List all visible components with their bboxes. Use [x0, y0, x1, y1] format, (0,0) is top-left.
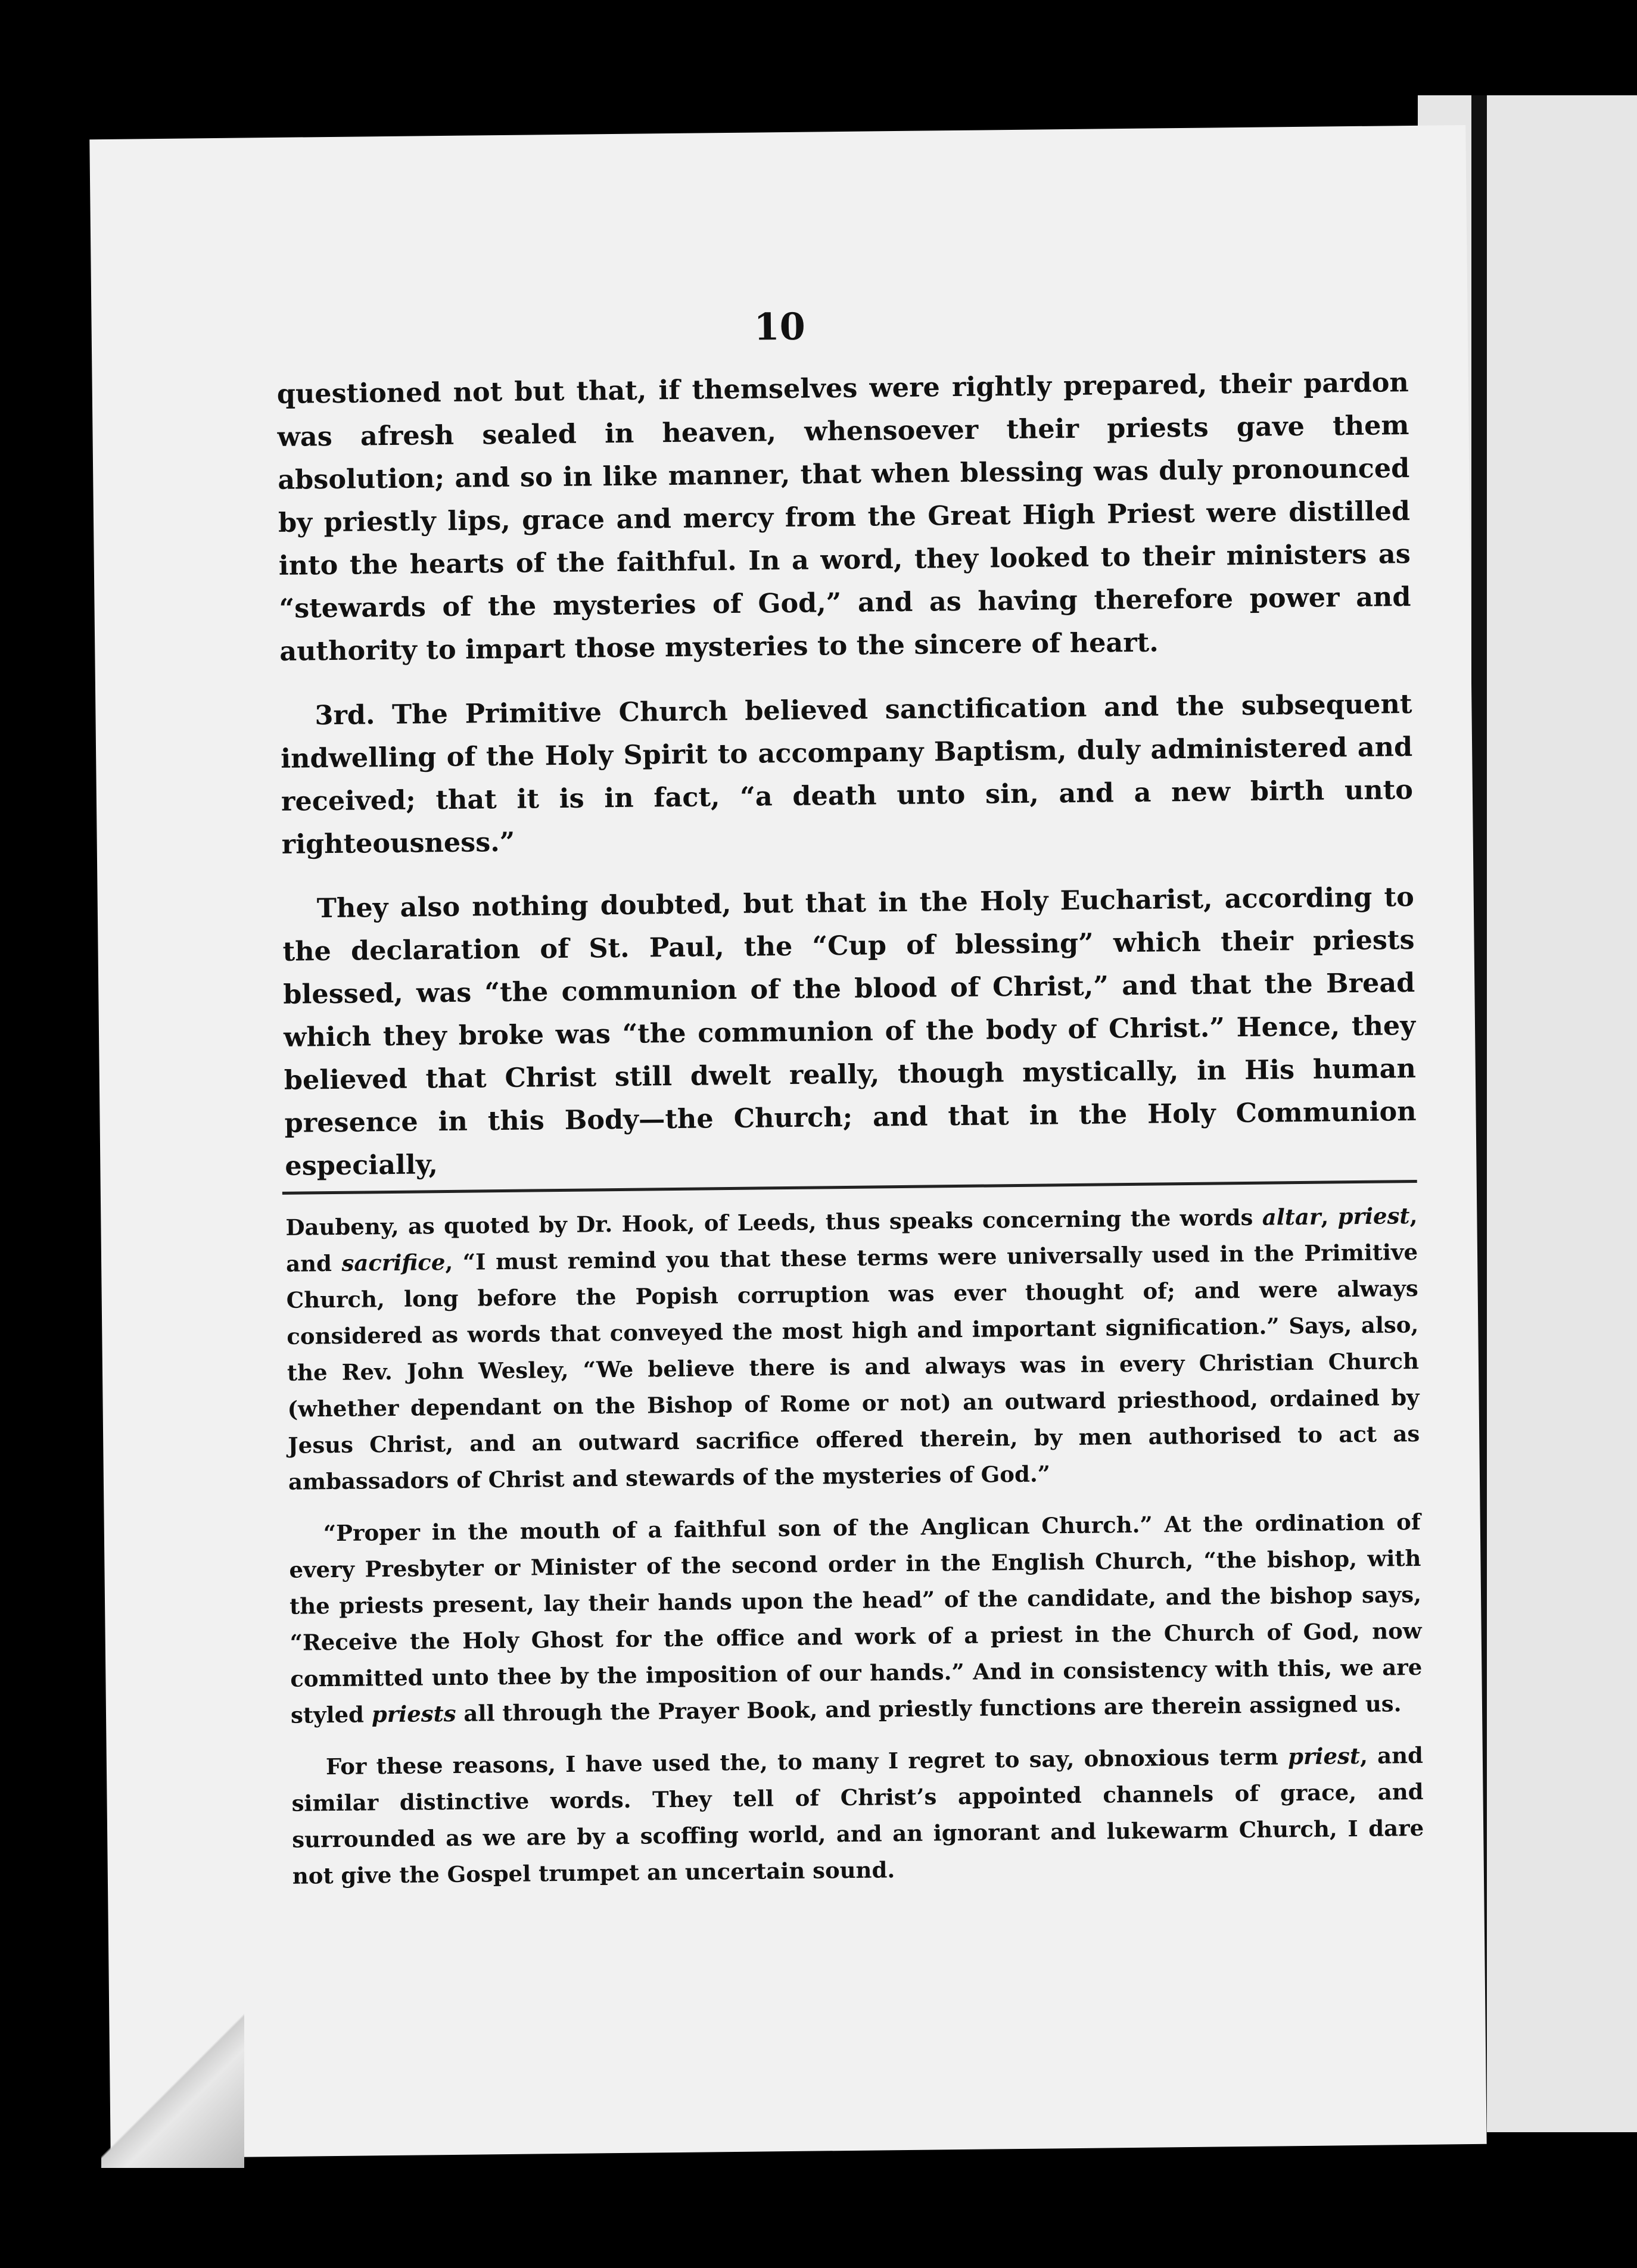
footnote-3	[291, 1737, 1424, 1895]
document-page	[89, 125, 1486, 2158]
paragraph-3: They also nothing doubted, but that in the Holy Eucharist, according to the declaration of St. Paul, the “Cup of blessing” which their priests blessed, was “the communion of the blood of Christ,” and that the Bread which they broke was “the communion of the body of Christ.” Hence, they believed that Christ still dwelt really, though mystically, in His human presence in this Body—the Church; and that in the Holy Communion especially,	[282, 881, 1417, 1182]
footnote-1-text-a: Daubeny, as quoted by Dr. Hook, of Leeds, thus speaks concerning the words	[285, 1204, 1262, 1241]
page-number: 10	[754, 304, 806, 349]
footnote-2-text-b: all through the Prayer Book, and priestly functions are therein assigned us.	[456, 1690, 1402, 1727]
page-curl	[101, 2013, 244, 2168]
footnote-2-text-a: “Proper in the mouth of a faithful son of the Anglican Church.” At the ordination of every Presbyter or Minister of the second order in the English Church, “the bishop, with the priests present, lay their hands upon the head” of the candidate, and the bishop says, “Receive the Holy Ghost for the office and work of a priest in the Church of God, now committed unto thee by the imposition of our hands.” And in consistency with this, we are styled	[289, 1508, 1423, 1728]
main-text	[276, 361, 1417, 1209]
footnote-1-text-b: , “I must remind you that these terms were universally used in the Primitive Church, long before the Popish corruption was ever thought of; and were always considered as words that conveyed the most high and important signification.” Says, also, the Rev. John Wesley, “We believe there is and always was in every Christian Church (whether dependant on the Bishop of Rome or not) an outward priesthood, ordained by Jesus Christ, and an outward sacrifice offered therein, by men authorised to act as ambassadors of Christ and stewards of the mysteries of God.”	[286, 1238, 1420, 1495]
footnote-3-text-a: For these reasons, I have used the, to many I regret to say, obnoxious term	[325, 1743, 1289, 1780]
footnote-3-text-b: , and similar distinctive words. They tell of Christ’s appointed channels of grace, and surrounded as we are by a scoffing world, and an ignorant and lukewarm Church, I dare not give the Gospel trumpet an uncertain sound.	[291, 1742, 1424, 1889]
footnote-1	[285, 1198, 1420, 1500]
paragraph-2: 3rd. The Primitive Church believed sanctification and the subsequent indwelling of the Holy Spirit to accompany Baptism, duly administered and received; that it is in fact, “a death unto sin, and a new birth unto righteousness.”	[280, 688, 1414, 860]
footnote-1-priest: priest	[1337, 1202, 1410, 1230]
footnote-3-priest: priest	[1287, 1743, 1361, 1770]
paragraph-1: questioned not but that, if themselves were rightly prepared, their pardon was afresh sealed in heaven, whensoever their priests gave them absolution; and so in like manner, that when blessing was duly pronounced by priestly lips, grace and mercy from the Great High Priest were distilled into the hearts of the faithful. In a word, they looked to their ministers as “stewards of the mysteries of God,” and as having therefore power and authority to impart those mysteries to the sincere of heart.	[276, 367, 1411, 667]
footnote-1-sep1: ,	[1321, 1203, 1338, 1230]
footnote-1-sacrifice: sacrifice	[341, 1249, 446, 1276]
footnote-1-sep2: , and	[285, 1202, 1418, 1277]
footnote-2-priests: priests	[371, 1700, 456, 1728]
footnotes	[285, 1198, 1424, 1910]
footnote-2	[289, 1504, 1423, 1734]
footnote-1-altar: altar	[1262, 1203, 1321, 1230]
